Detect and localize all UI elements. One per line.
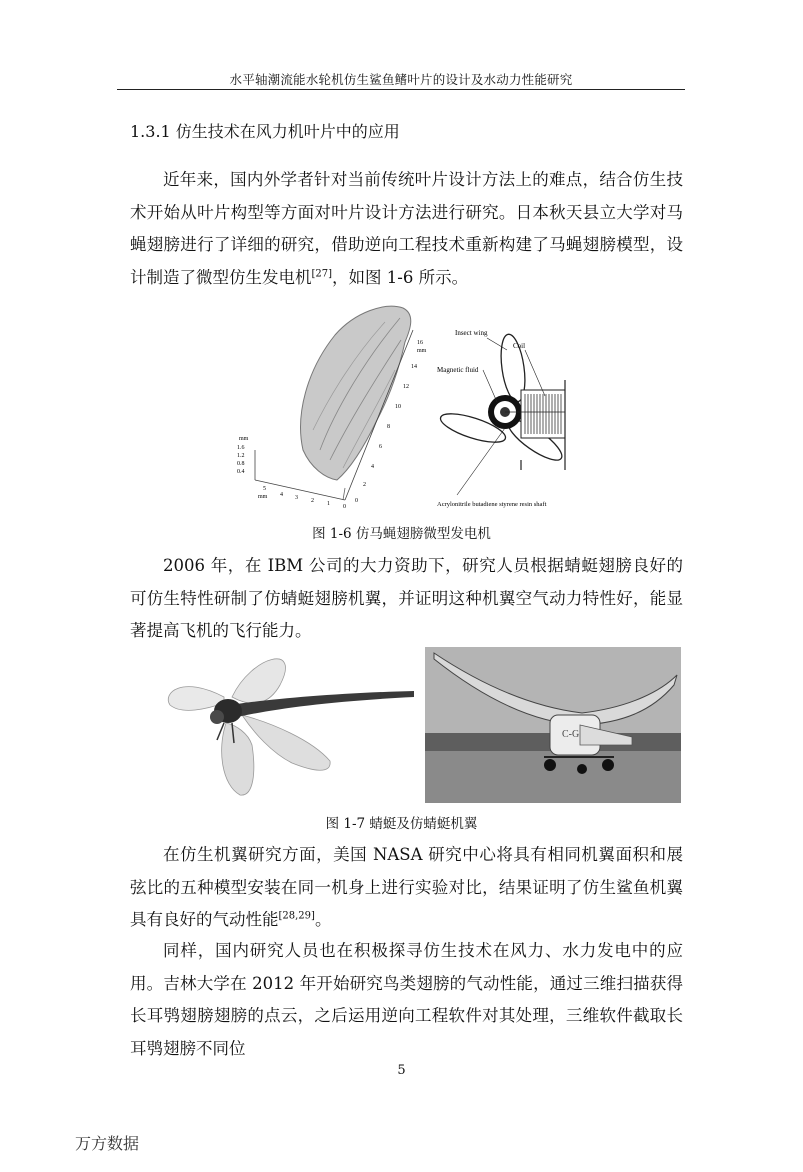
aircraft-tail-code: C-G xyxy=(562,729,580,740)
y-tick-2: 14 xyxy=(411,364,417,370)
dragonfly-photo xyxy=(162,645,420,805)
x-tick-2: 4 xyxy=(280,492,283,498)
wing-3d-plot xyxy=(237,306,427,510)
page-number: 5 xyxy=(397,1063,406,1078)
paragraph-2-text: 2006 年，在 IBM 公司的大力资助下，研究人员根据蜻蜓翅膀良好的可仿生特性研制了仿蜻蜓翅膀机翼，并证明这种机翼空气动力特性好，能显著提高飞机的飞行能力。 xyxy=(130,556,683,640)
caption-figure-1-7: 图 1-7 蜻蜓及仿蜻蜓机翼 xyxy=(325,816,478,832)
x-tick-3: 3 xyxy=(295,495,298,501)
dragonfly-and-wing-aircraft-photos xyxy=(162,645,682,805)
micro-generator-sketch xyxy=(437,329,567,508)
y-tick-7: 4 xyxy=(371,464,374,470)
header-rule xyxy=(117,89,685,90)
y-tick-5: 8 xyxy=(387,424,390,430)
paragraph-3-text: 在仿生机翼研究方面，美国 NASA 研究中心将具有相同机翼面积和展弦比的五种模型安装在同一机身上进行实验对比，结果证明了仿生鲨鱼机翼具有良好的气动性能 xyxy=(130,845,683,929)
y-axis-unit: mm xyxy=(417,348,427,354)
x-tick-4: 2 xyxy=(311,498,314,504)
z-axis-unit: mm xyxy=(239,436,249,442)
y-tick-4: 10 xyxy=(395,404,401,410)
y-tick-9: 0 xyxy=(355,498,358,504)
running-header: 水平轴潮流能水轮机仿生鲨鱼鳍叶片的设计及水动力性能研究 xyxy=(229,72,573,87)
paragraph-4 xyxy=(130,935,683,1065)
label-magnetic-fluid: Magnetic fluid xyxy=(437,366,479,374)
z-tick-3: 0.8 xyxy=(237,461,245,467)
label-coil: Coil xyxy=(513,342,526,350)
z-tick-2: 1.2 xyxy=(237,453,245,459)
wing-shape xyxy=(301,306,411,480)
figure-1-7 xyxy=(162,645,682,805)
citation-28-29: [28,29] xyxy=(278,910,315,922)
paragraph-1-tail: ，如图 1-6 所示。 xyxy=(332,267,469,287)
label-insect-wing: Insect wing xyxy=(455,329,488,337)
paragraph-1-text: 近年来，国内外学者针对当前传统叶片设计方法上的难点，结合仿生技术开始从叶片构型等方面对叶片设计方法进行研究。日本秋天县立大学对马蝇翅膀进行了详细的研究，借助逆向工程技术重新构建了马蝇翅膀模型，设计制造了微型仿生发电机 xyxy=(130,170,683,287)
caption-figure-1-6: 图 1-6 仿马蝇翅膀微型发电机 xyxy=(312,526,491,542)
y-tick-1: 16 xyxy=(417,340,423,346)
y-tick-6: 6 xyxy=(379,444,382,450)
label-abs-shaft: Acrylonitrile butadiene styrene resin shaft xyxy=(437,501,547,508)
fly-wing-generator-illustration xyxy=(225,300,585,512)
section-heading: 1.3.1 仿生技术在风力机叶片中的应用 xyxy=(130,122,400,141)
paragraph-3 xyxy=(130,839,683,937)
x-tick-5: 1 xyxy=(327,501,330,507)
x-tick-1: 5 xyxy=(263,486,266,492)
bionic-wing-aircraft-photo xyxy=(425,647,681,803)
z-tick-1: 1.6 xyxy=(237,445,245,451)
paragraph-3-tail: 。 xyxy=(314,910,332,929)
figure-1-6 xyxy=(225,300,585,512)
paragraph-1 xyxy=(130,164,683,294)
x-axis-unit: mm xyxy=(258,494,268,500)
z-tick-4: 0.4 xyxy=(237,469,245,475)
paragraph-2 xyxy=(130,550,683,648)
citation-27: [27] xyxy=(311,268,333,279)
y-tick-3: 12 xyxy=(403,384,409,390)
y-tick-8: 2 xyxy=(363,482,366,488)
paragraph-4-text: 同样，国内研究人员也在积极探寻仿生技术在风力、水力发电中的应用。吉林大学在 2012 年开始研究鸟类翅膀的气动性能，通过三维扫描获得长耳鸮翅膀翅膀的点云，之后运用逆向工程软件对其处理，三维软件截取长耳鸮翅膀不同位 xyxy=(130,941,683,1058)
wanfang-watermark: 万方数据 xyxy=(75,1134,140,1153)
x-origin: 0 xyxy=(343,504,346,510)
